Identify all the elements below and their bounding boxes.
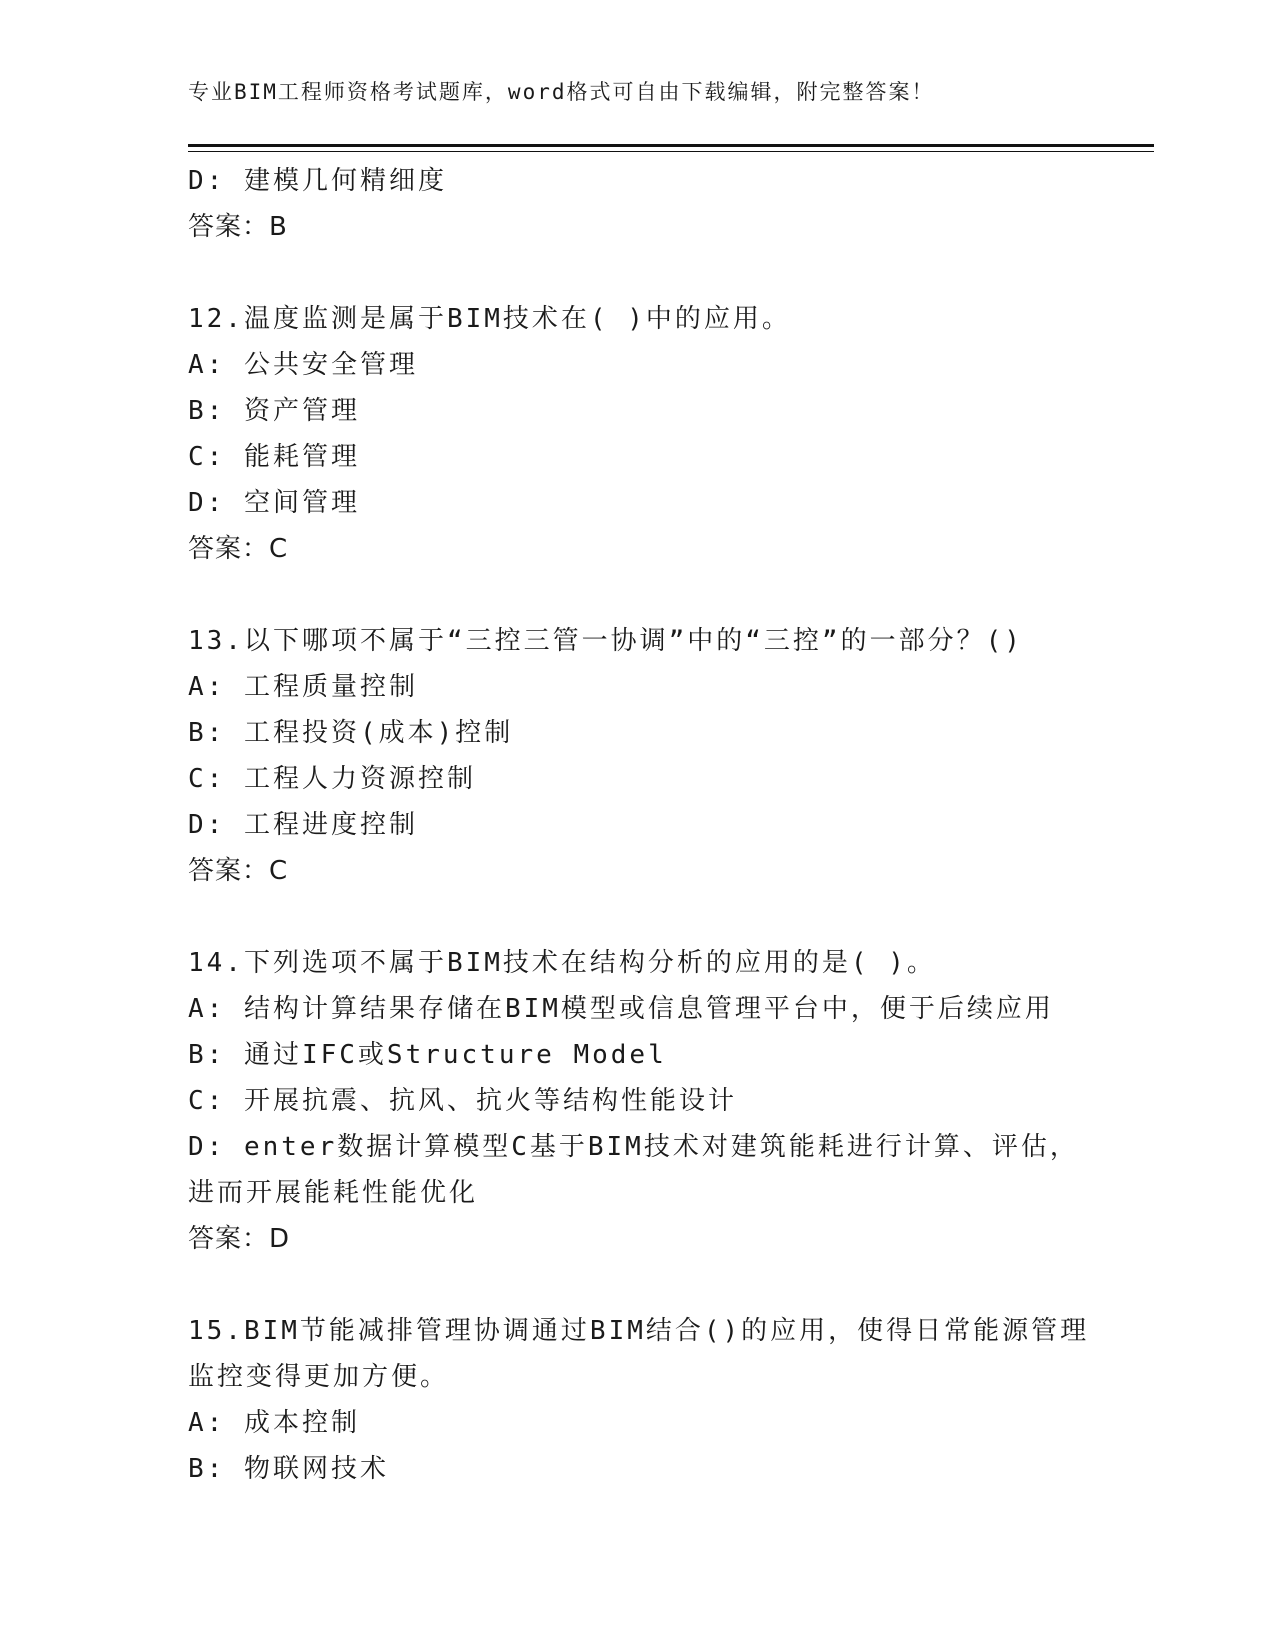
header-divider-thick xyxy=(188,144,1154,147)
option-d: D: 工程进度控制 xyxy=(188,810,418,840)
answer: 答案：C xyxy=(188,856,289,886)
option-c: C: 工程人力资源控制 xyxy=(188,764,476,794)
question-15 xyxy=(188,1308,1088,1492)
header-divider-thin xyxy=(188,151,1154,152)
question-14 xyxy=(188,940,1088,1262)
option-d: D: enter数据计算模型C基于BIM技术对建筑能耗进行计算、评估， xyxy=(188,1132,1079,1162)
option-a: A: 工程质量控制 xyxy=(188,672,418,702)
answer: 答案：B xyxy=(188,212,288,242)
option-a: A: 结构计算结果存储在BIM模型或信息管理平台中，便于后续应用 xyxy=(188,994,1054,1024)
option-b: B: 工程投资(成本)控制 xyxy=(188,718,514,748)
option-a: A: 成本控制 xyxy=(188,1408,360,1438)
option-a: A: 公共安全管理 xyxy=(188,350,418,380)
option-d: D: 空间管理 xyxy=(188,488,360,518)
question-stem: 15.BIM节能减排管理协调通过BIM结合()的应用，使得日常能源管理 xyxy=(188,1316,1090,1346)
option-b: B: 资产管理 xyxy=(188,396,360,426)
option-c: C: 能耗管理 xyxy=(188,442,360,472)
question-11-tail xyxy=(188,158,1088,250)
answer: 答案：D xyxy=(188,1224,291,1254)
question-stem: 12.温度监测是属于BIM技术在( )中的应用。 xyxy=(188,304,791,334)
page-header: 专业BIM工程师资格考试题库，word格式可自由下载编辑，附完整答案！ xyxy=(188,80,935,104)
question-12 xyxy=(188,296,1088,572)
option-c: C: 开展抗震、抗风、抗火等结构性能设计 xyxy=(188,1086,737,1116)
option-d: D: 建模几何精细度 xyxy=(188,166,447,196)
option-b: B: 通过IFC或Structure Model xyxy=(188,1040,667,1070)
question-stem-continuation: 监控变得更加方便。 xyxy=(188,1362,450,1392)
option-b: B: 物联网技术 xyxy=(188,1454,389,1484)
question-stem: 14.下列选项不属于BIM技术在结构分析的应用的是( )。 xyxy=(188,948,936,978)
question-13 xyxy=(188,618,1088,894)
option-d-continuation: 进而开展能耗性能优化 xyxy=(188,1178,479,1208)
answer: 答案：C xyxy=(188,534,289,564)
question-stem: 13.以下哪项不属于“三控三管一协调”中的“三控”的一部分？() xyxy=(188,626,1023,656)
question-list xyxy=(188,158,1088,1492)
